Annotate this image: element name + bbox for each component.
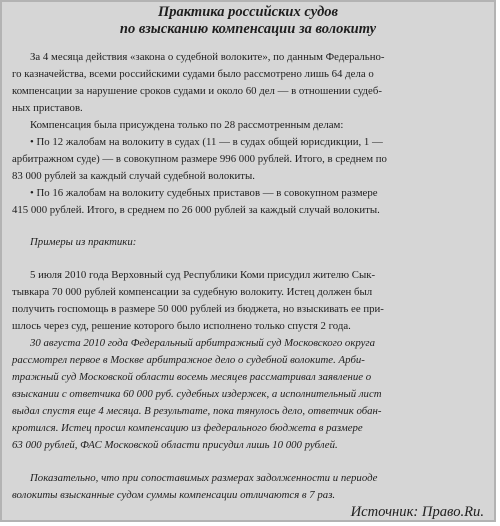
examples-heading: Примеры из практики: [30, 236, 137, 248]
conclusion-line-2: волокиты взысканные судом суммы компенсации отличаются в 7 раз. [12, 489, 336, 501]
award-line-6: 415 000 рублей. Итого, в среднем по 26 000 рублей за каждый случай волокиты. [12, 204, 380, 216]
example2-line-4: взыскании с ответчика 60 000 руб. судебных издержек, а исполнительный лист [12, 388, 382, 400]
example1-line-4: шлось через суд, решение которого было исполнено только спустя 2 года. [12, 320, 351, 332]
example2-line-7: 63 000 рублей, ФАС Московской области присудил лишь 10 000 рублей. [12, 439, 338, 451]
example2-line-1: 30 августа 2010 года Федеральный арбитражный суд Московского округа [30, 337, 376, 349]
award-bullet-1: • По 12 жалобам на волокиту в судах (11 — в судах общей юрисдикции, 1 — [30, 136, 383, 148]
intro-line-2: го казначейства, всеми российскими судами было рассмотрено лишь 64 дела о [12, 68, 374, 80]
example2-line-5: выдал спустя еще 4 месяца. В результате, пока тянулось дело, ответчик обан- [12, 405, 382, 417]
award-bullet-2: • По 16 жалобам на волокиту судебных приставов — в совокупном размере [30, 187, 378, 199]
award-line-3: арбитражном суде) — в совокупном размере 996 000 рублей. Итого, в среднем по [12, 153, 387, 165]
example2-line-2: рассмотрел первое в Москве арбитражное дело о судебной волоките. Арби- [12, 354, 365, 366]
example2-line-3: тражный суд Московской области восемь месяцев рассматривал заявление о [12, 371, 372, 383]
example1-line-1: 5 июля 2010 года Верховный суд Республики Коми присудил жителю Сык- [30, 269, 376, 281]
award-line-4: 83 000 рублей за каждый случай судебной волокиты. [12, 170, 255, 182]
source-credit: Источник: Право.Ru. [350, 504, 484, 520]
example1-line-2: тывкара 70 000 рублей компенсации за судебную волокиту. Истец должен был [12, 286, 373, 298]
intro-line-1: За 4 месяца действия «закона о судебной волоките», по данным Федерально- [30, 51, 385, 63]
award-line-1: Компенсация была присуждена только по 28 рассмотренным делам: [30, 119, 344, 131]
example1-line-3: получить госпомощь в размере 50 000 рублей из бюджета, но взыскивать ее при- [12, 303, 384, 315]
title-line-2: по взысканию компенсации за волокиту [119, 21, 377, 37]
example2-line-6: кротился. Истец просил компенсацию из федерального бюджета в размере [12, 422, 363, 434]
intro-line-3: компенсации за нарушение сроков судами и около 60 дел — в отношении судеб- [12, 85, 382, 97]
conclusion-line-1: Показательно, что при сопоставимых размерах задолженности и периоде [30, 472, 378, 484]
intro-line-4: ных приставов. [12, 102, 83, 114]
title-line-1: Практика российских судов [157, 4, 339, 20]
